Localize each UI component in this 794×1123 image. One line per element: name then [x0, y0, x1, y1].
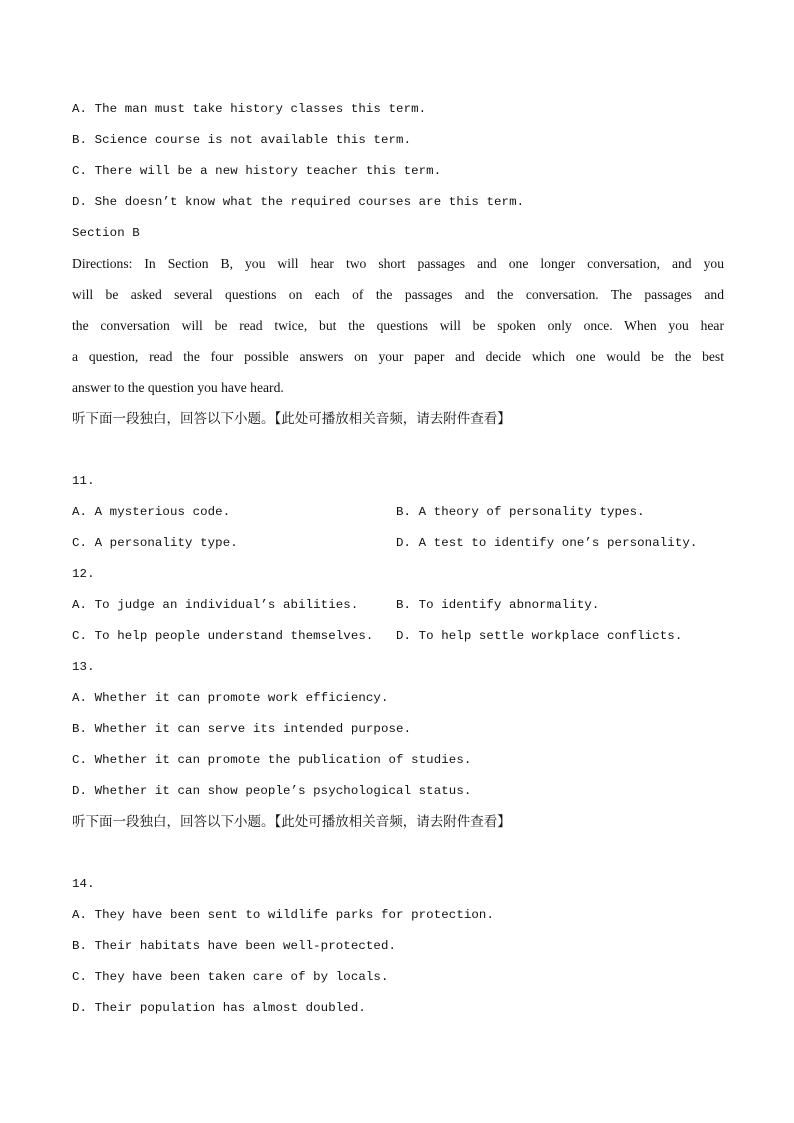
question-number: 11.	[72, 474, 95, 488]
q14-option-d: D. Their population has almost doubled.	[72, 1001, 366, 1015]
directions-line: the conversation will be read twice, but the questions will be spoken only once. When you hear	[72, 318, 724, 333]
q11-option-b: B. A theory of personality types.	[396, 505, 645, 519]
directions-line: will be asked several questions on each of the passages and the conversation. The passages and	[72, 287, 724, 302]
q11-option-d: D. A test to identify one’s personality.	[396, 536, 698, 550]
q12-option-d: D. To help settle workplace conflicts.	[396, 629, 683, 643]
q12-option-a: A. To judge an individual’s abilities.	[72, 598, 359, 612]
section-title: Section B	[72, 226, 140, 240]
directions-line: answer to the question you have heard.	[72, 380, 284, 395]
directions-line: Directions: In Section B, you will hear two short passages and one longer conversation, and you	[72, 256, 724, 271]
question-number: 14.	[72, 877, 95, 891]
spacer	[72, 843, 724, 874]
q10-option-a: A. The man must take history classes this term.	[72, 102, 427, 116]
q13-option-d: D. Whether it can show people’s psychological status.	[72, 784, 472, 798]
q11-option-a: A. A mysterious code.	[72, 505, 231, 519]
question-number: 13.	[72, 660, 95, 674]
question-number: 12.	[72, 567, 95, 581]
q12-options-row-1	[72, 595, 724, 626]
q11-options-row-2	[72, 533, 724, 564]
q10-option-c: C. There will be a new history teacher this term.	[72, 164, 442, 178]
q13-option-c: C. Whether it can promote the publication of studies.	[72, 753, 472, 767]
q10-option-b: B. Science course is not available this term.	[72, 133, 412, 147]
q14-option-a: A. They have been sent to wildlife parks for protection.	[72, 908, 494, 922]
q10-option-d: D. She doesn’t know what the required courses are this term.	[72, 195, 525, 209]
spacer	[72, 440, 724, 471]
q13-option-a: A. Whether it can promote work efficiency.	[72, 691, 389, 705]
q14-option-c: C. They have been taken care of by locals.	[72, 970, 389, 984]
listen-instruction: 听下面一段独白，回答以下小题。【此处可播放相关音频，请去附件查看】	[72, 814, 511, 830]
directions	[72, 254, 724, 409]
q11-options-row-1	[72, 502, 724, 533]
q14-option-b: B. Their habitats have been well-protected.	[72, 939, 397, 953]
listen-instruction: 听下面一段独白，回答以下小题。【此处可播放相关音频，请去附件查看】	[72, 411, 511, 427]
q12-options-row-2	[72, 626, 724, 657]
exam-page	[72, 99, 724, 1029]
directions-line: a question, read the four possible answers on your paper and decide which one would be the best	[72, 349, 724, 364]
q11-option-c: C. A personality type.	[72, 536, 238, 550]
q12-option-b: B. To identify abnormality.	[396, 598, 600, 612]
q13-option-b: B. Whether it can serve its intended purpose.	[72, 722, 412, 736]
q12-option-c: C. To help people understand themselves.	[72, 629, 374, 643]
